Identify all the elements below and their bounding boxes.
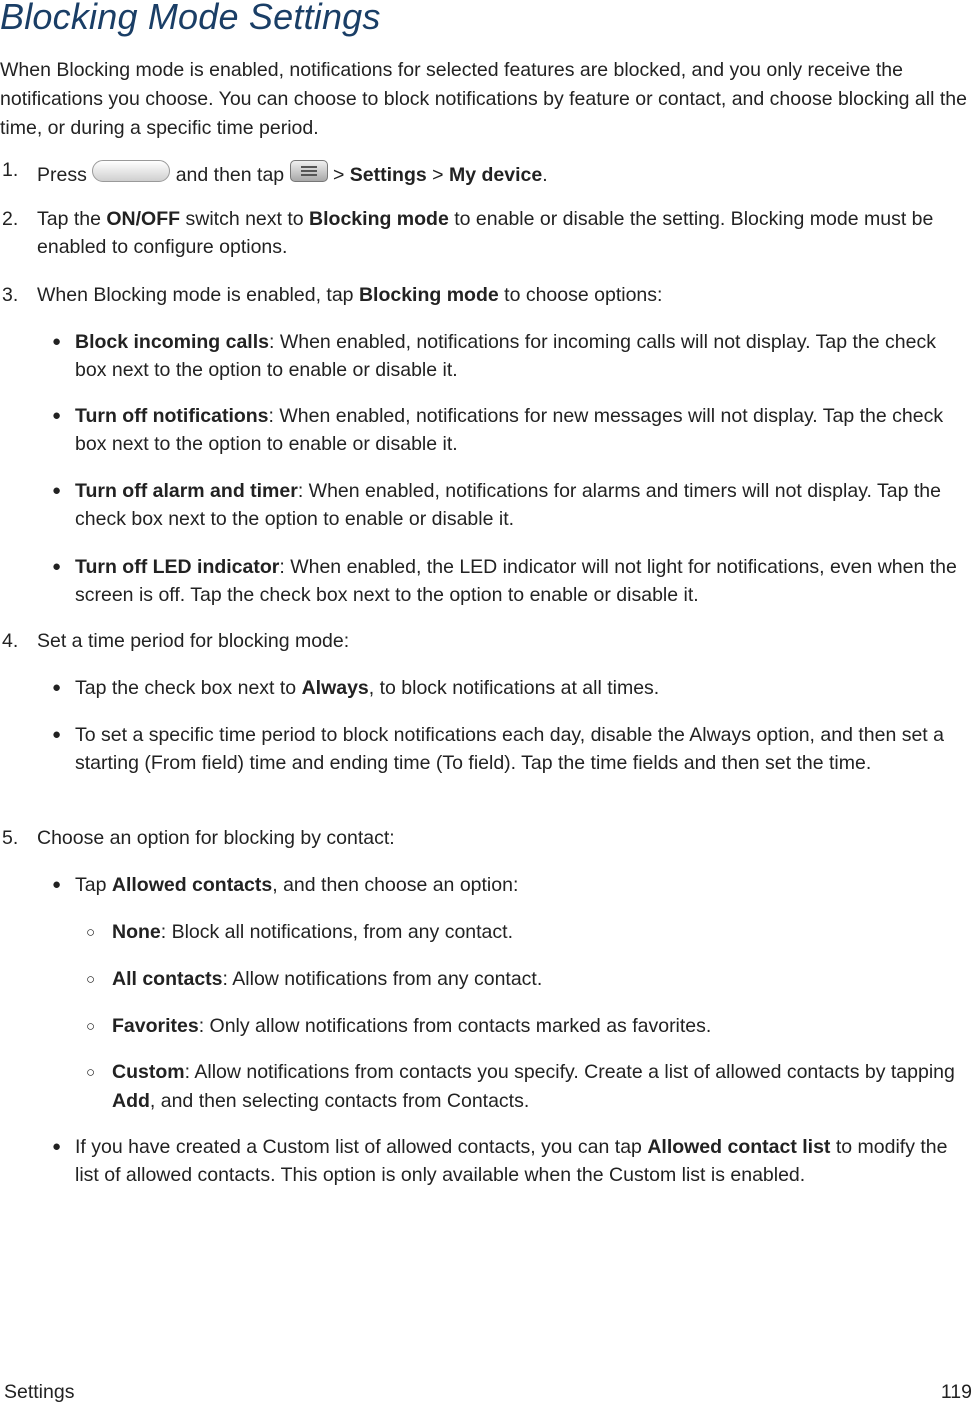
bullet-icon: ●	[52, 407, 62, 424]
bullet-icon: ●	[52, 333, 62, 350]
bullet-icon: ●	[52, 876, 62, 893]
circle-bullet-icon: ○	[86, 924, 96, 941]
menu-key-icon	[290, 160, 328, 182]
bullet-icon: ●	[52, 679, 62, 696]
page-title: Blocking Mode Settings	[0, 0, 381, 37]
circle-bullet-icon: ○	[86, 1064, 96, 1081]
intro-paragraph: When Blocking mode is enabled, notifications for selected features are blocked, and you only receive the notifications you choose. You can choose to block notifications by feature or contact, and choose blocking all the time, or during a specific time period.	[0, 59, 967, 139]
footer-section: Settings	[4, 1381, 75, 1403]
bullet-icon: ●	[52, 482, 62, 499]
bullet-icon: ●	[52, 558, 62, 575]
step-number: 1.	[2, 159, 19, 181]
step-number: 4.	[2, 630, 19, 652]
step-text: Set a time period for blocking mode:	[37, 630, 350, 652]
bullet-icon: ●	[52, 726, 62, 743]
step-text: Press and then tap > Settings > My device.	[37, 160, 968, 189]
step-number: 2.	[2, 208, 19, 230]
step-number: 3.	[2, 284, 19, 306]
step-text: Tap the ON/OFF switch next to Blocking mode to enable or disable the setting. Blocking mode must be enabled to configure options.	[37, 208, 934, 258]
step-text: Choose an option for blocking by contact:	[37, 827, 395, 849]
circle-bullet-icon: ○	[86, 1018, 96, 1035]
settings-label: Settings	[349, 164, 427, 186]
page-number: 119	[940, 1381, 972, 1403]
step-text: When Blocking mode is enabled, tap Blocking mode to choose options:	[37, 284, 663, 306]
step-number: 5.	[2, 827, 19, 849]
my-device-label: My device	[448, 164, 543, 186]
home-key-icon	[92, 160, 170, 182]
circle-bullet-icon: ○	[86, 971, 96, 988]
bullet-icon: ●	[52, 1138, 62, 1155]
